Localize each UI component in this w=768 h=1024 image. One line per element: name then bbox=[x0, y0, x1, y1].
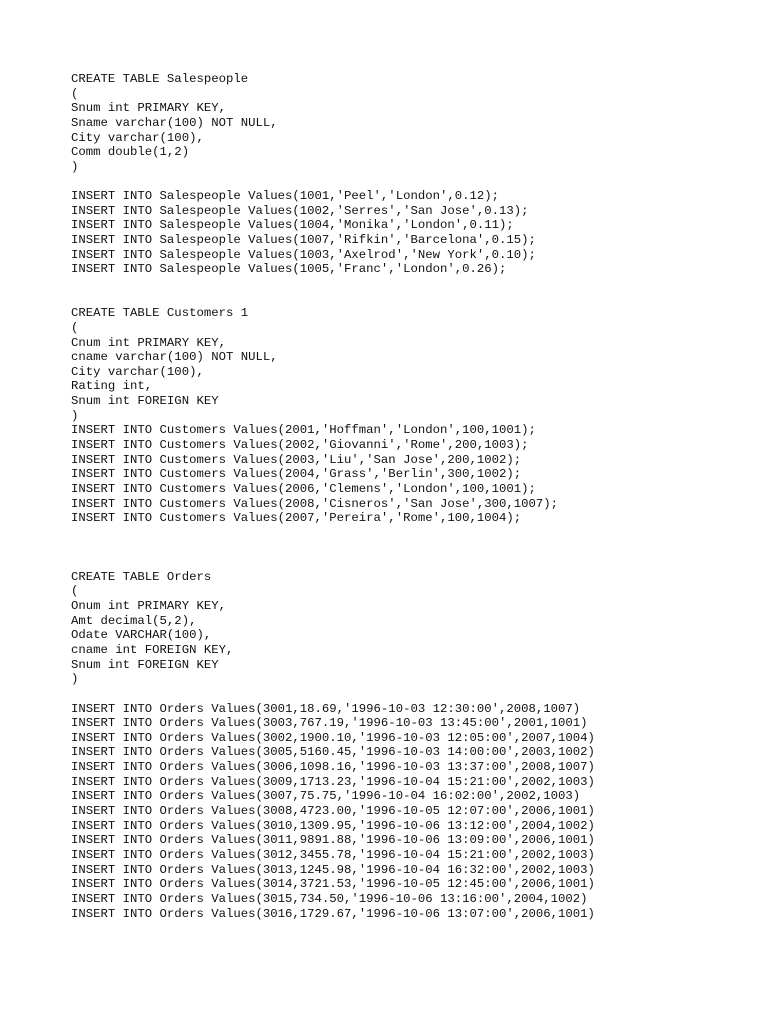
code-line: ) bbox=[71, 408, 79, 423]
code-line: Odate VARCHAR(100), bbox=[71, 628, 212, 643]
code-line: CREATE TABLE Salespeople bbox=[71, 72, 249, 86]
blank-line bbox=[71, 526, 751, 541]
blank-line bbox=[71, 687, 751, 702]
code-line: City varchar(100), bbox=[71, 130, 204, 145]
insert-salespeople bbox=[71, 189, 751, 277]
code-line: INSERT INTO Orders Values(3016,1729.67,'1996-10-06 13:07:00',2006,1001) bbox=[71, 906, 595, 921]
code-line: INSERT INTO Orders Values(3008,4723.00,'1996-10-05 12:07:00',2006,1001) bbox=[71, 804, 595, 819]
code-line: INSERT INTO Customers Values(2008,'Cisneros','San Jose',300,1007); bbox=[71, 496, 559, 511]
code-line: INSERT INTO Customers Values(2001,'Hoffman','London',100,1001); bbox=[71, 423, 536, 438]
insert-orders bbox=[71, 702, 751, 922]
code-line: Sname varchar(100) NOT NULL, bbox=[71, 115, 278, 130]
code-line: INSERT INTO Salespeople Values(1001,'Peel','London',0.12); bbox=[71, 189, 500, 204]
code-line: INSERT INTO Customers Values(2006,'Clemens','London',100,1001); bbox=[71, 481, 536, 496]
sql-script bbox=[71, 72, 751, 921]
code-line: cname varchar(100) NOT NULL, bbox=[71, 350, 278, 365]
code-line: INSERT INTO Orders Values(3010,1309.95,'1996-10-06 13:12:00',2004,1002) bbox=[71, 818, 595, 833]
code-line: CREATE TABLE Orders bbox=[71, 569, 212, 584]
code-line: ( bbox=[71, 320, 79, 335]
code-line: INSERT INTO Salespeople Values(1003,'Axelrod','New York',0.10); bbox=[71, 247, 536, 262]
code-line: INSERT INTO Orders Values(3011,9891.88,'1996-10-06 13:09:00',2006,1001) bbox=[71, 833, 595, 848]
code-line: INSERT INTO Orders Values(3005,5160.45,'1996-10-03 14:00:00',2003,1002) bbox=[71, 745, 595, 760]
code-line: INSERT INTO Orders Values(3014,3721.53,'1996-10-05 12:45:00',2006,1001) bbox=[71, 877, 595, 892]
code-line: ( bbox=[71, 584, 79, 599]
blank-line bbox=[71, 277, 751, 292]
code-line: INSERT INTO Orders Values(3006,1098.16,'1996-10-03 13:37:00',2008,1007) bbox=[71, 760, 595, 775]
create-table-customers bbox=[71, 306, 751, 526]
blank-line bbox=[71, 541, 751, 556]
code-line: INSERT INTO Orders Values(3001,18.69,'1996-10-03 12:30:00',2008,1007) bbox=[71, 701, 581, 716]
code-line: INSERT INTO Orders Values(3003,767.19,'1996-10-03 13:45:00',2001,1001) bbox=[71, 716, 588, 731]
code-line: cname int FOREIGN KEY, bbox=[71, 642, 234, 657]
code-line: Comm double(1,2) bbox=[71, 145, 190, 160]
blank-line bbox=[71, 555, 751, 570]
code-line: Snum int FOREIGN KEY bbox=[71, 394, 219, 409]
code-line: INSERT INTO Orders Values(3013,1245.98,'1996-10-04 16:32:00',2002,1003) bbox=[71, 862, 595, 877]
code-line: City varchar(100), bbox=[71, 364, 204, 379]
create-table-salespeople bbox=[71, 72, 751, 174]
code-line: INSERT INTO Orders Values(3012,3455.78,'1996-10-04 15:21:00',2002,1003) bbox=[71, 847, 595, 862]
code-line: INSERT INTO Orders Values(3009,1713.23,'1996-10-04 15:21:00',2002,1003) bbox=[71, 774, 595, 789]
code-line: INSERT INTO Customers Values(2003,'Liu','San Jose',200,1002); bbox=[71, 452, 522, 467]
code-line: INSERT INTO Orders Values(3015,734.50,'1996-10-06 13:16:00',2004,1002) bbox=[71, 891, 588, 906]
code-line: INSERT INTO Customers Values(2007,'Pereira','Rome',100,1004); bbox=[71, 511, 522, 526]
code-line: INSERT INTO Customers Values(2004,'Grass','Berlin',300,1002); bbox=[71, 467, 522, 482]
code-line: INSERT INTO Orders Values(3002,1900.10,'1996-10-03 12:05:00',2007,1004) bbox=[71, 730, 595, 745]
blank-line bbox=[71, 292, 751, 307]
code-line: Onum int PRIMARY KEY, bbox=[71, 599, 226, 614]
code-line: ) bbox=[71, 159, 79, 174]
code-line: INSERT INTO Customers Values(2002,'Giovanni','Rome',200,1003); bbox=[71, 438, 529, 453]
code-line: INSERT INTO Salespeople Values(1002,'Serres','San Jose',0.13); bbox=[71, 203, 529, 218]
code-line: INSERT INTO Salespeople Values(1005,'Franc','London',0.26); bbox=[71, 262, 507, 277]
code-line: CREATE TABLE Customers 1 bbox=[71, 306, 249, 321]
code-line: INSERT INTO Orders Values(3007,75.75,'1996-10-04 16:02:00',2002,1003) bbox=[71, 789, 581, 804]
code-line: Amt decimal(5,2), bbox=[71, 613, 197, 628]
create-table-orders bbox=[71, 570, 751, 687]
code-line: ) bbox=[71, 672, 79, 687]
code-line: INSERT INTO Salespeople Values(1007,'Rifkin','Barcelona',0.15); bbox=[71, 233, 536, 248]
code-line: Rating int, bbox=[71, 379, 153, 394]
blank-line bbox=[71, 174, 751, 189]
code-line: Snum int PRIMARY KEY, bbox=[71, 101, 226, 116]
code-line: Snum int FOREIGN KEY bbox=[71, 657, 219, 672]
code-line: ( bbox=[71, 86, 79, 101]
code-line: Cnum int PRIMARY KEY, bbox=[71, 335, 226, 350]
code-line: INSERT INTO Salespeople Values(1004,'Monika','London',0.11); bbox=[71, 218, 514, 233]
